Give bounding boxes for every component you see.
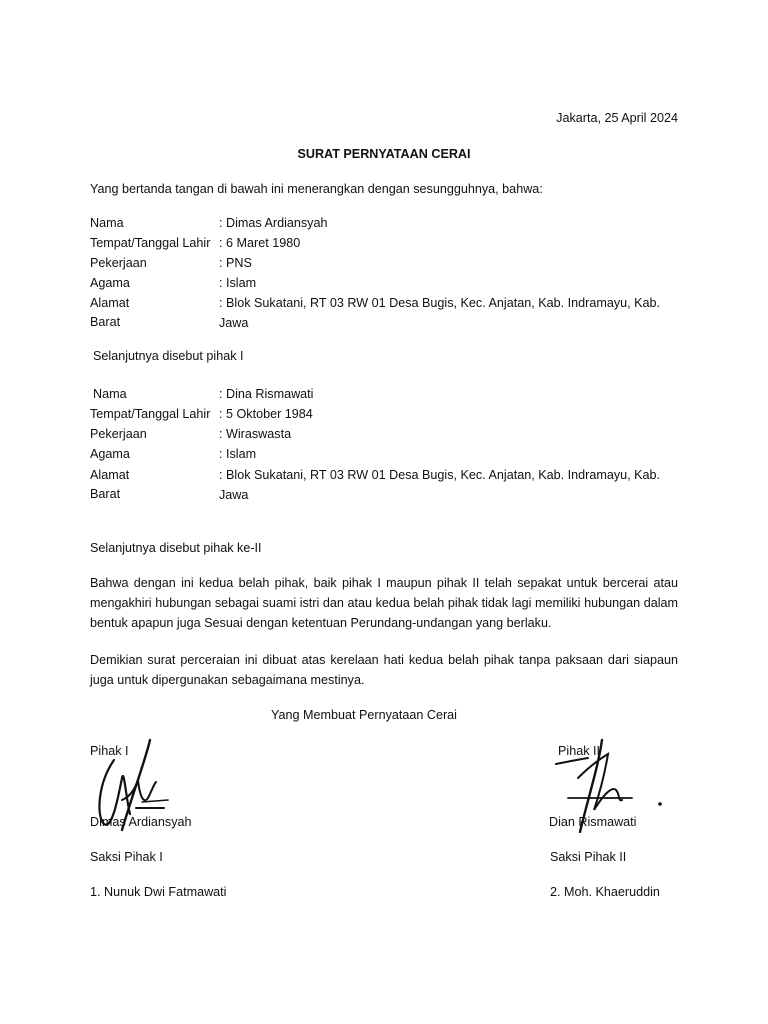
field-label: Agama [90,276,130,290]
field-value: : Islam [219,447,257,461]
party2-witness-label: Saksi Pihak II [550,850,627,864]
field-label: Alamat [90,296,130,310]
field-label: Tempat/Tanggal Lahir [90,236,211,250]
party1-witness: 1. Nunuk Dwi Fatmawati [90,885,227,899]
party2-witness: 2. Moh. Khaeruddin [550,885,660,899]
party1-address-cont: Barat [90,315,121,329]
party1-designation: Selanjutnya disebut pihak I [93,349,244,363]
signature-heading: Yang Membuat Pernyataan Cerai [271,708,457,722]
party2-designation: Selanjutnya disebut pihak ke-II [90,541,262,555]
party2-role: Pihak II [558,744,600,758]
field-value: : Blok Sukatani, RT 03 RW 01 Desa Bugis, Kec. Anjatan, Kab. Indramayu, Kab. Jawa [219,468,661,502]
field-label: Alamat [90,468,130,482]
field-label: Tempat/Tanggal Lahir [90,407,211,421]
field-value: : 6 Maret 1980 [219,236,301,250]
party1-name: Dimas Ardiansyah [90,815,192,829]
party1-witness-label: Saksi Pihak I [90,850,163,864]
letter-title: SURAT PERNYATAAN CERAI [297,147,471,161]
letter-date: Jakarta, 25 April 2024 [556,111,678,125]
field-label: Pekerjaan [90,427,147,441]
closing-paragraph: Demikian surat perceraian ini dibuat atas kerelaan hati kedua belah pihak tanpa paksaan dari siapaun juga untuk dipergunakan sebagaimana mestinya. [90,653,678,687]
field-label: Nama [93,387,127,401]
party1-role: Pihak I [90,744,129,758]
field-value: : Wiraswasta [219,427,292,441]
field-value: : Dina Rismawati [219,387,314,401]
party2-address-cont: Barat [90,487,121,501]
field-label: Nama [90,216,124,230]
field-value: : PNS [219,256,252,270]
field-value: : Islam [219,276,257,290]
agreement-paragraph: Bahwa dengan ini kedua belah pihak, baik pihak I maupun pihak II telah sepakat untuk bercerai atau mengakhiri hubungan sebagai suami istri dan atau kedua belah pihak tidak lagi memiliki hubungan dalam bentuk apapun juga Sesuai dengan ketentuan Perundang-undangan yang berlaku. [90,576,678,630]
field-value: : Blok Sukatani, RT 03 RW 01 Desa Bugis, Kec. Anjatan, Kab. Indramayu, Kab. Jawa [219,296,661,330]
field-value: : Dimas Ardiansyah [219,216,328,230]
intro-text: Yang bertanda tangan di bawah ini menerangkan dengan sesungguhnya, bahwa: [90,182,543,196]
party2-name: Dian Rismawati [549,815,637,829]
field-value: : 5 Oktober 1984 [219,407,313,421]
field-label: Pekerjaan [90,256,147,270]
field-label: Agama [90,447,130,461]
